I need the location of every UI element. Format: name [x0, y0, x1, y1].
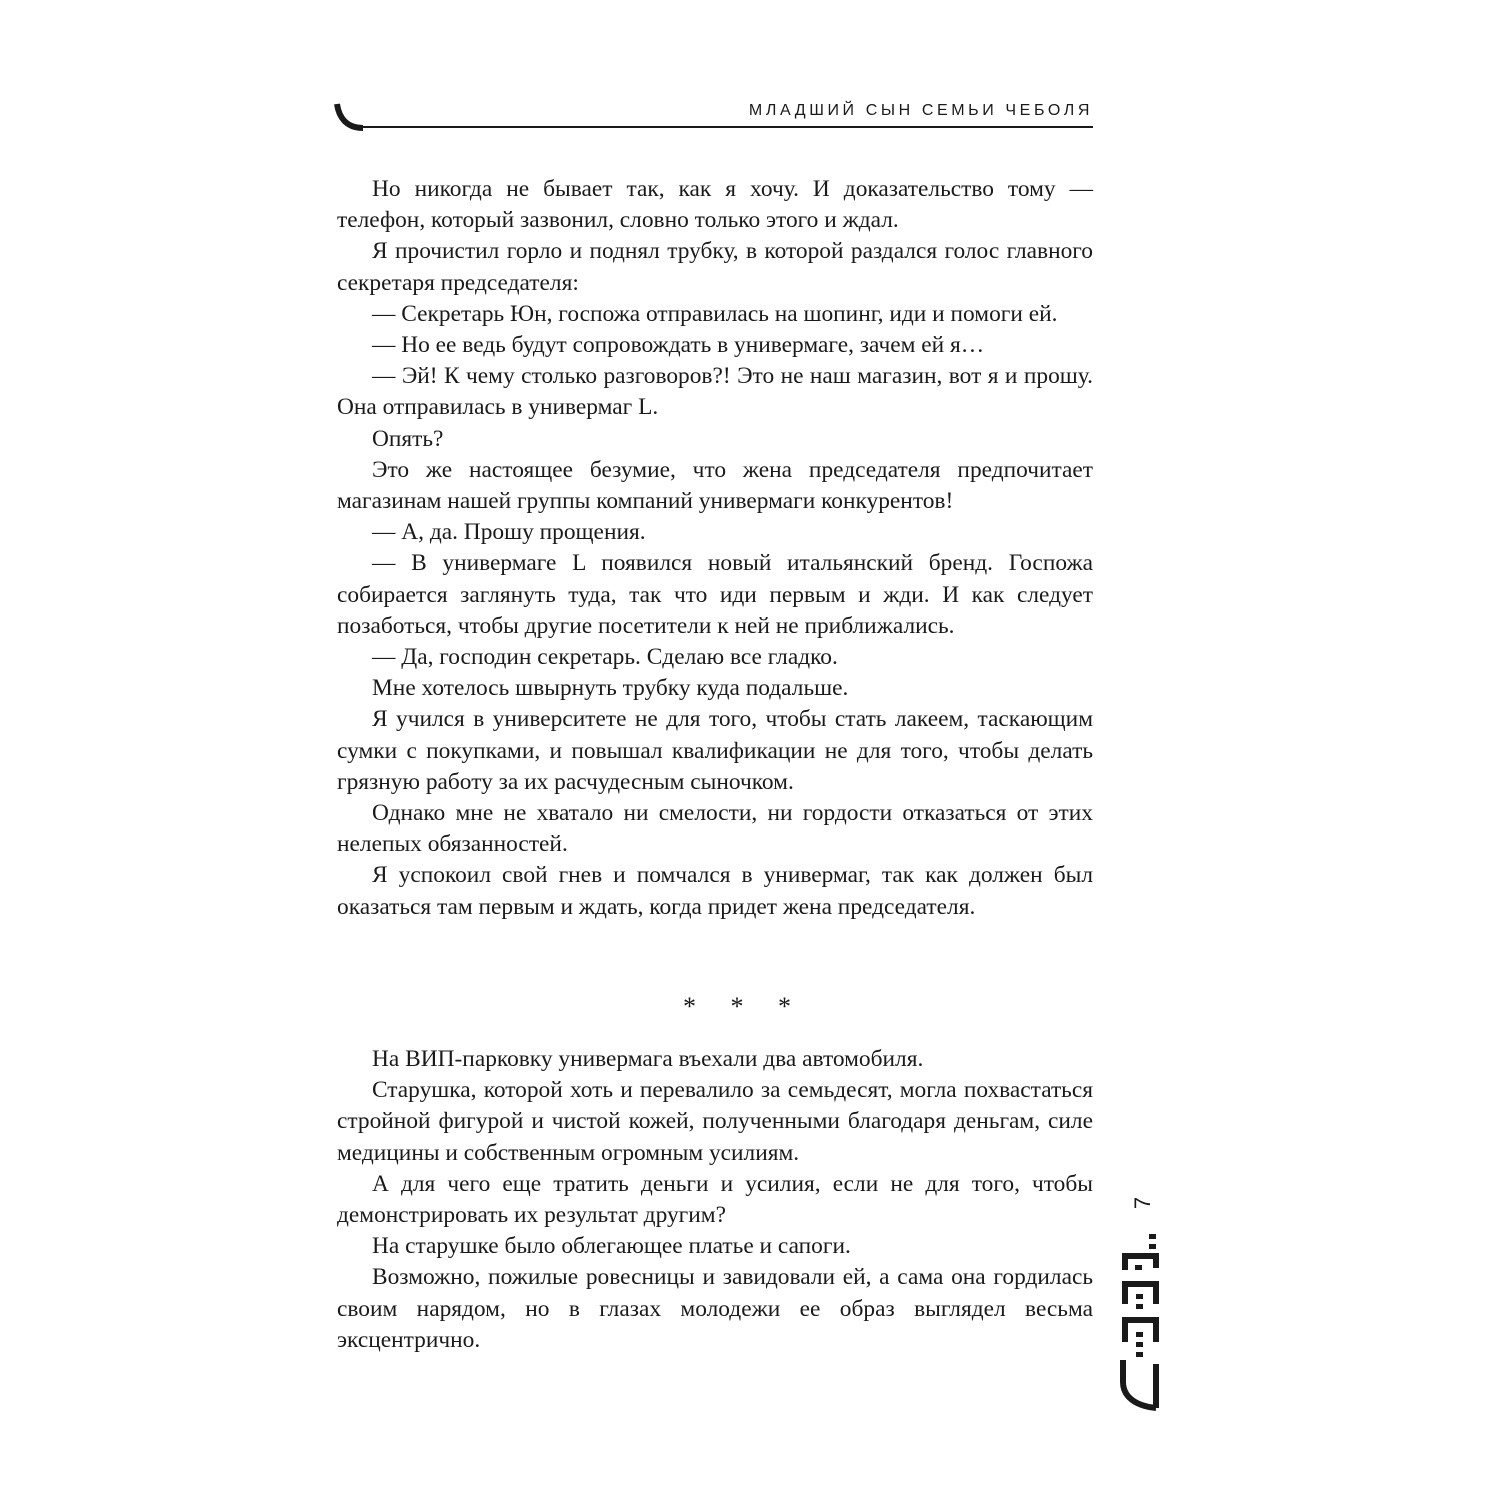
paragraph: — Секретарь Юн, госпожа отправилась на шопинг, иди и помоги ей.	[372, 300, 1058, 327]
paragraph: Я успокоил свой гнев и помчался в универмаг, так как должен был оказаться там первым и ждать, когда придет жена председателя.	[337, 862, 1093, 920]
section-separator: * * *	[683, 992, 805, 1021]
paragraph: Но никогда не бывает так, как я хочу. И доказательство тому — телефон, который зазвонил, словно только этого и ждал.	[337, 176, 1093, 234]
body-text	[337, 174, 1093, 923]
page-ornament-icon	[1118, 1232, 1162, 1412]
corner-hook-icon	[333, 96, 373, 136]
paragraph: Опять?	[372, 425, 444, 452]
paragraph: На старушке было облегающее платье и сапоги.	[372, 1233, 851, 1260]
header-rule	[355, 126, 1093, 128]
running-header	[333, 96, 1093, 136]
paragraph: Я учился в университете не для того, чтобы стать лакеем, таскающим сумки с покупками, и повышал квалификации не для того, чтобы делать грязную работу за их расчудесным сыночком.	[337, 706, 1093, 795]
paragraph: — Да, господин секретарь. Сделаю все гладко.	[372, 644, 838, 671]
paragraph: Возможно, пожилые ровесницы и завидовали ей, а сама она гордилась своим нарядом, но в глазах молодежи ее образ выглядел весьма эксцентрично.	[337, 1264, 1093, 1353]
paragraph: — Эй! К чему столько разговоров?! Это не наш магазин, вот я и прошу. Она отправилась в универмаг L.	[337, 363, 1093, 421]
paragraph: Однако мне не хватало ни смелости, ни гордости отказаться от этих нелепых обязанностей.	[337, 800, 1093, 858]
paragraph: — Но ее ведь будут сопровождать в универмаге, зачем ей я…	[372, 332, 985, 359]
running-title: МЛАДШИЙ СЫН СЕМЬИ ЧЕБОЛЯ	[748, 102, 1093, 119]
paragraph: Это же настоящее безумие, что жена председателя предпочитает магазинам нашей группы компаний универмаги конкурентов!	[337, 456, 1093, 515]
paragraph: Мне хотелось швырнуть трубку куда подальше.	[372, 675, 849, 702]
paragraph: Я прочистил горло и поднял трубку, в которой раздался голос главного секретаря председателя:	[337, 238, 1093, 296]
body-text-section-2	[337, 1044, 1093, 1356]
paragraph: На ВИП-парковку универмага въехали два автомобиля.	[372, 1046, 924, 1072]
paragraph: А для чего еще тратить деньги и усилия, если не для того, чтобы демонстрировать их результат другим?	[337, 1170, 1093, 1229]
paragraph: — А, да. Прошу прощения.	[372, 519, 646, 546]
page-number: 7	[1130, 1196, 1155, 1210]
paragraph: — В универмаге L появился новый итальянский бренд. Госпожа собирается заглянуть туда, так что иди первым и жди. И как следует позаботься, чтобы другие посетители к ней не приближались.	[337, 550, 1093, 639]
paragraph: Старушка, которой хоть и перевалило за семьдесят, могла похвастаться стройной фигурой и чистой кожей, полученными благодаря деньгам, силе медицины и собственным огромным усилиям.	[337, 1077, 1093, 1166]
